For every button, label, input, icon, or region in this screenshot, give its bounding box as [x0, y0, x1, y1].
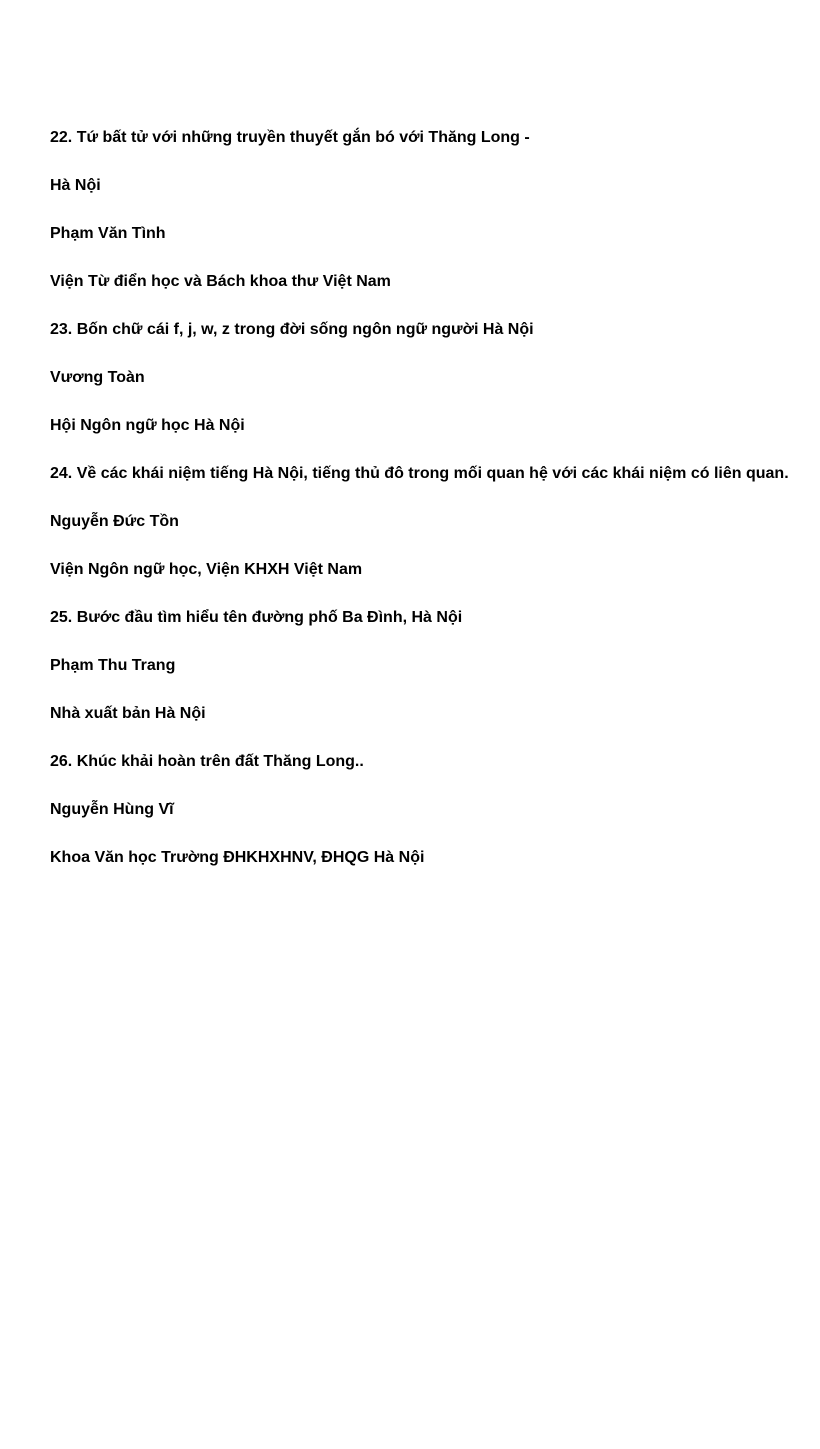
entry-24-title: 24. Về các khái niệm tiếng Hà Nội, tiếng thủ đô trong mối quan hệ với các khái niệm có liên quan. — [50, 465, 789, 482]
entry-22-affiliation: Viện Từ điển học và Bách khoa thư Việt Nam — [50, 273, 391, 290]
entry-26-affiliation: Khoa Văn học Trường ĐHKHXHNV, ĐHQG Hà Nội — [50, 849, 425, 866]
entry-25-title: 25. Bước đầu tìm hiểu tên đường phố Ba Đình, Hà Nội — [50, 609, 463, 626]
entry-26-title: 26. Khúc khải hoàn trên đất Thăng Long.. — [50, 753, 364, 770]
entry-25-author: Phạm Thu Trang — [50, 657, 176, 674]
entry-22-title: 22. Tứ bất tử với những truyền thuyết gắn bó với Thăng Long - — [50, 129, 530, 146]
entry-24-author: Nguyễn Đức Tồn — [50, 513, 179, 530]
entry-23-author: Vương Toàn — [50, 369, 145, 386]
entry-25-affiliation: Nhà xuất bản Hà Nội — [50, 705, 206, 722]
entry-22-title-cont: Hà Nội — [50, 177, 101, 194]
entry-23-title: 23. Bốn chữ cái f, j, w, z trong đời sống ngôn ngữ người Hà Nội — [50, 321, 534, 338]
entry-22-author: Phạm Văn Tình — [50, 225, 166, 242]
entry-24-affiliation: Viện Ngôn ngữ học, Viện KHXH Việt Nam — [50, 561, 363, 578]
entry-26-author: Nguyễn Hùng Vĩ — [50, 801, 174, 818]
entry-23-affiliation: Hội Ngôn ngữ học Hà Nội — [50, 417, 245, 434]
